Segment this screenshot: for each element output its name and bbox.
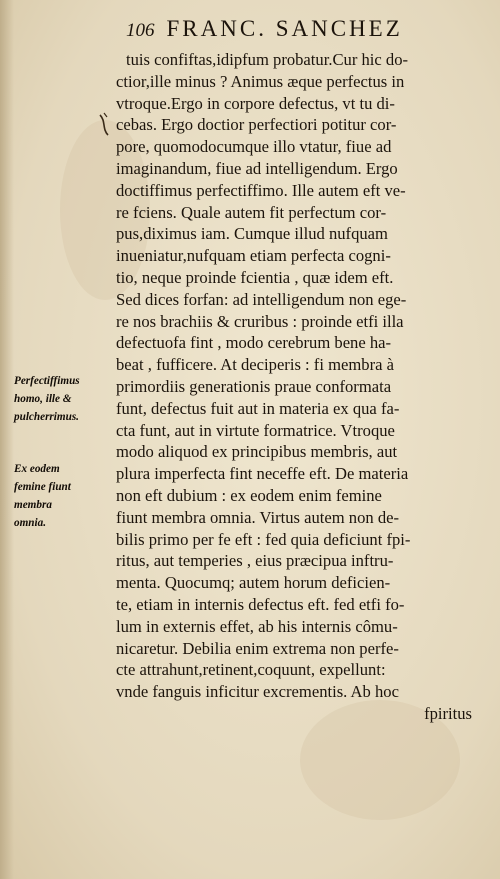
page-gutter-shadow bbox=[0, 0, 14, 879]
text-line: funt, defectus fuit aut in materia ex qua fa- bbox=[116, 398, 400, 418]
text-line: beat , fufficere. At deciperis : fi membra à bbox=[116, 355, 394, 375]
text-line: inueniatur,nufquam etiam perfecta cogni- bbox=[116, 246, 391, 266]
text-line: imaginandum, fiue ad intelligendum. Ergo bbox=[116, 158, 398, 178]
text-line: cta funt, aut in virtute formatrice. Vtroque bbox=[116, 420, 395, 440]
text-line: defectuofa fint , modo cerebrum bene ha- bbox=[116, 333, 392, 353]
margin-note-ex-eodem bbox=[14, 460, 114, 532]
text-line: tuis confiftas,idipfum probatur.Cur hic do- bbox=[126, 50, 409, 69]
margin-note-line: Ex eodem bbox=[14, 463, 60, 475]
folio-number: 106 bbox=[126, 20, 155, 41]
text-line: plura imperfecta fint neceffe eft. De materia bbox=[116, 464, 409, 484]
margin-note-line: Perfectiffimus bbox=[14, 375, 80, 387]
text-line: primordiis generationis praue conformata bbox=[116, 376, 392, 396]
text-line: re fciens. Quale autem fit perfectum cor- bbox=[116, 202, 387, 222]
margin-note-line: membra bbox=[14, 499, 52, 511]
margin-note-line: femine fiunt bbox=[14, 481, 71, 493]
text-line: doctiffimus perfectiffimo. Ille autem eft ve- bbox=[116, 180, 406, 200]
main-text-block bbox=[116, 49, 486, 725]
margin-note-line: pulcherrimus. bbox=[14, 411, 79, 423]
text-line: ritus, aut temperies , eius præcipua inftru- bbox=[116, 551, 394, 571]
text-line: te, etiam in internis defectus eft. fed etfi fo- bbox=[116, 594, 405, 614]
text-line: vnde fanguis inficitur excrementis. Ab hoc bbox=[116, 682, 399, 702]
running-head: FRANC. SANCHEZ bbox=[166, 16, 403, 41]
text-line: ctior,ille minus ? Animus æque perfectus in bbox=[116, 71, 405, 91]
text-line: lum in externis effet, ab his internis cômu- bbox=[116, 616, 398, 636]
margin-note-line: homo, ille & bbox=[14, 393, 72, 405]
text-line: vtroque.Ergo in corpore defectus, vt tu di- bbox=[116, 93, 395, 113]
text-line: tio, neque proinde fcientia , quæ idem eft. bbox=[116, 267, 394, 287]
catchword: fpiritus bbox=[424, 703, 472, 723]
text-line: menta. Quocumq; autem horum deficien- bbox=[116, 573, 391, 593]
text-line: cte attrahunt,retinent,coquunt, expellunt: bbox=[116, 660, 386, 680]
text-line: modo aliquod ex principibus membris, aut bbox=[116, 442, 398, 462]
margin-note-perfectissimus bbox=[14, 372, 114, 426]
page-header bbox=[126, 16, 476, 46]
text-line: non eft dubium : ex eodem enim femine bbox=[116, 485, 382, 505]
text-line: re nos brachiis & cruribus : proinde etfi illa bbox=[116, 311, 404, 331]
text-line: cebas. Ergo doctior perfectiori potitur cor- bbox=[116, 115, 397, 135]
text-line: pus,diximus iam. Cumque illud nufquam bbox=[116, 224, 388, 244]
margin-flourish-mark bbox=[96, 111, 116, 141]
text-line: fiunt membra omnia. Virtus autem non de- bbox=[116, 507, 400, 527]
text-line: pore, quomodocumque illo vtatur, fiue ad bbox=[116, 137, 392, 157]
margin-note-line: omnia. bbox=[14, 517, 47, 529]
text-line: Sed dices forfan: ad intelligendum non ege- bbox=[116, 289, 407, 309]
text-line: bilis primo per fe eft : fed quia deficiunt fpi- bbox=[116, 529, 411, 549]
text-line: nicaretur. Debilia enim extrema non perfe- bbox=[116, 638, 399, 658]
